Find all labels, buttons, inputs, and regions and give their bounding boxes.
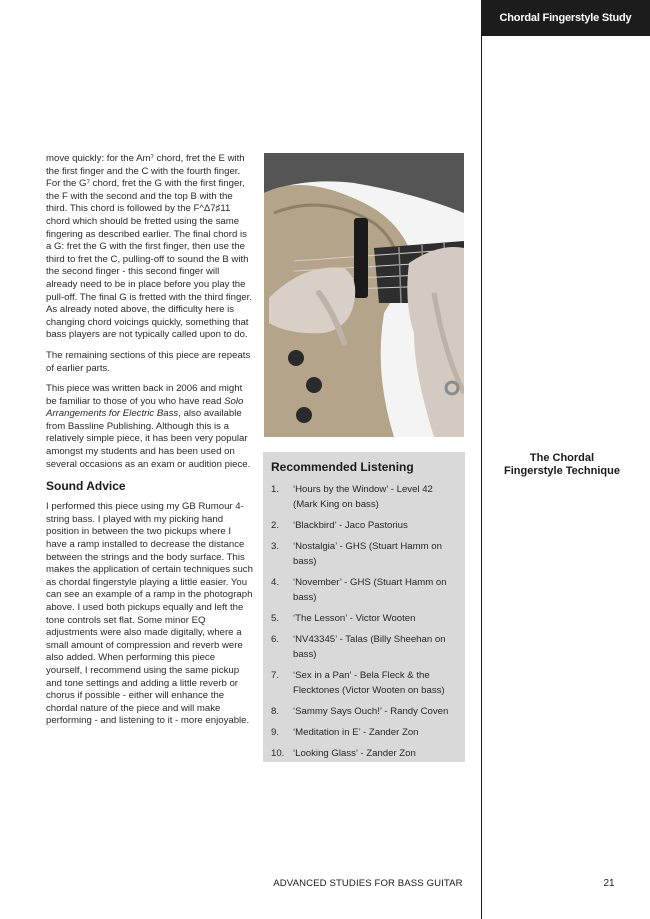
list-item: [271, 611, 457, 626]
list-item-number: 9.: [271, 727, 280, 738]
list-item-number: 5.: [271, 613, 280, 624]
list-item-text: ‘Looking Glass’ - Zander Zon: [293, 748, 416, 759]
list-item-number: 8.: [271, 706, 280, 717]
list-item-text: ‘Meditation in E’ - Zander Zon: [293, 727, 419, 738]
list-item-text: ‘Sammy Says Ouch!’ - Randy Coven: [293, 706, 449, 717]
paragraph-1: move quickly: for the Am⁷ chord, fret the E with the first finger and the C with the fourth finger. For the G⁷ chord, fret the G with the first finger, the F with the second and the top B with the third. This chord is followed by the F^Δ7♯11 chord which should be fretted using the same fingering as described earlier. The final chord is a G: fret the G with the first finger, then use the third to fret the C, pulling-off to sound the B with the second finger - this second finger will already need to be in place before you play the pull-off. The final G is fretted with the third finger. As already noted above, the difficulty here is changing chord voicings quickly, something that bass players are not typically called upon to do.: [46, 153, 253, 341]
sound-advice-heading: Sound Advice: [46, 479, 126, 494]
list-item-text: ‘Hours by the Window’ - Level 42 (Mark King on bass): [293, 484, 433, 510]
list-item-number: 10.: [271, 748, 285, 759]
header-tab: [481, 0, 650, 36]
paragraph-2: The remaining sections of this piece are repeats of earlier parts.: [46, 349, 251, 374]
list-item: [271, 725, 457, 740]
paragraph-3-part-2: , also available from Bassline Publishing. Although this is a relatively simple piece, it has been very popular amongst my students and has been used on several occasions as an exam or audition piece.: [46, 408, 251, 470]
list-item-number: 6.: [271, 634, 280, 645]
footer-book-title: ADVANCED STUDIES FOR BASS GUITAR: [273, 878, 463, 889]
list-item-text: ‘The Lesson’ - Victor Wooten: [293, 613, 416, 624]
list-item: [271, 518, 457, 533]
list-item: [271, 704, 457, 719]
list-item-text: ‘Nostalgia’ - GHS (Stuart Hamm on bass): [293, 541, 442, 567]
list-item: [271, 632, 457, 662]
header-title: Chordal Fingerstyle Study: [499, 12, 632, 24]
bass-guitar-photo-illustration: [264, 153, 464, 437]
list-item-text: ‘NV43345’ - Talas (Billy Sheehan on bass): [293, 634, 446, 660]
list-item: [271, 746, 457, 761]
recommended-listening-title: Recommended Listening: [271, 460, 414, 474]
list-item: [271, 575, 457, 605]
list-item-number: 3.: [271, 541, 280, 552]
list-item-text: ‘Blackbird’ - Jaco Pastorius: [293, 520, 408, 531]
paragraph-3: [46, 383, 253, 471]
paragraph-3-part-1: This piece was written back in 2006 and might be familiar to those of you who have read: [46, 383, 243, 407]
list-item-number: 1.: [271, 484, 280, 495]
list-item: [271, 668, 457, 698]
photo-caption: [482, 452, 642, 478]
caption-line-2: Fingerstyle Technique: [504, 465, 620, 477]
list-item-text: ‘November’ - GHS (Stuart Hamm on bass): [293, 577, 447, 603]
paragraph-4: I performed this piece using my GB Rumour 4-string bass. I played with my picking hand position in between the two pickups where I have a ramp installed to decrease the distance between the strings and the body surface. This makes the application of certain techniques such as chordal fingerstyle playing a little easier. You can see an example of a ramp in the photograph above. I used both pickups equally and left the tone controls set flat. Some minor EQ adjustments were also made digitally, where a small amount of compression and reverb were also added. When performing this piece yourself, I recommend using the same pickup and tone settings and adding a little reverb or chorus if possible - either will enhance the chordal nature of the piece and will make performing - and listening to it - more enjoyable.: [46, 501, 253, 727]
recommended-listening-box: [263, 452, 465, 762]
list-item-text: ‘Sex in a Pan’ - Bela Fleck & the Flecktones (Victor Wooten on bass): [293, 670, 445, 696]
list-item-number: 4.: [271, 577, 280, 588]
page-number: 21: [603, 878, 615, 889]
list-item-number: 2.: [271, 520, 280, 531]
list-item-number: 7.: [271, 670, 280, 681]
book-title: Solo Arrangements for Electric Bass: [46, 395, 244, 420]
left-column: [46, 153, 253, 736]
recommended-list: [271, 482, 457, 761]
bass-guitar-photo: [264, 153, 464, 437]
caption-line-1: The Chordal: [529, 452, 595, 464]
list-item: [271, 482, 457, 512]
list-item: [271, 539, 457, 569]
